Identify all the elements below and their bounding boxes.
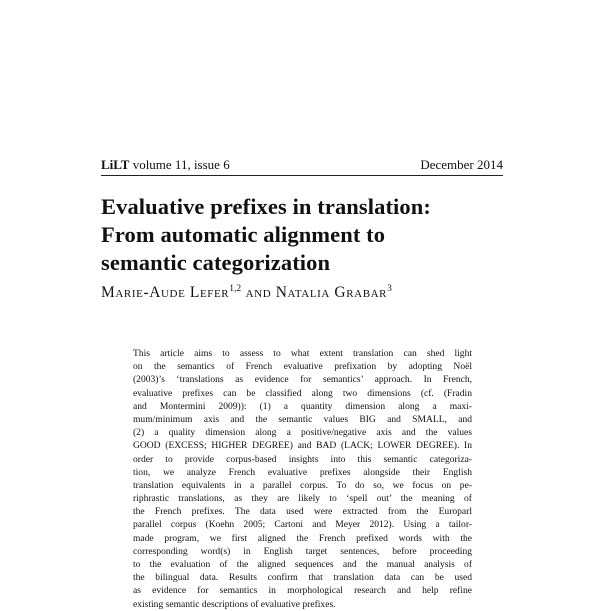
abstract-line: order to provide corpus-based insights into this semantic categoriza- xyxy=(133,453,472,465)
author-name: Marie-Aude Lefer xyxy=(101,284,230,301)
abstract-line: parallel corpus (Koehn 2005; Cartoni and Meyer 2012). Using a tailor- xyxy=(133,519,472,531)
author-affiliation: 3 xyxy=(387,284,392,294)
abstract-line: riphrastic translations, as they are likely to ‘spell out’ the meaning of xyxy=(133,493,472,505)
paper-title xyxy=(101,193,511,277)
abstract-line: This article aims to assess to what extent translation can shed light xyxy=(133,348,472,359)
abstract-line: evaluative prefixes can be classified along two dimensions (cf. (Fradin xyxy=(133,387,472,399)
author-list xyxy=(101,283,511,303)
journal-volume-issue xyxy=(101,157,230,173)
author-affiliation: 1,2 xyxy=(229,284,242,294)
abstract-line: mum/minimum axis and the semantic values BIG and SMALL, and xyxy=(133,413,472,425)
journal-name: LiLT xyxy=(101,157,130,172)
abstract-line: the French prefixes. The data used were extracted from the Europarl xyxy=(133,506,472,518)
abstract-line: GOOD (EXCESS; HIGHER DEGREE) and BAD (LACK; LOWER DEGREE). In xyxy=(133,440,472,452)
abstract-line: existing semantic descriptions of evaluative prefixes. xyxy=(133,598,336,610)
issue-date: December 2014 xyxy=(420,157,503,172)
author-name: Natalia Grabar xyxy=(275,284,388,301)
abstract-line: the bilingual data. Results confirm that translation data can be used xyxy=(133,572,472,584)
abstract-line: on the semantics of French evaluative prefixation by adopting Noël xyxy=(133,361,472,373)
abstract xyxy=(133,347,472,611)
title-line: semantic categorization xyxy=(101,250,331,275)
title-line: From automatic alignment to xyxy=(101,222,386,247)
abstract-line: corresponding word(s) in English target sentences, before proceeding xyxy=(133,545,472,557)
abstract-line: translation equivalents in a parallel corpus. To do so, we focus on pe- xyxy=(133,479,472,491)
abstract-line: made program, we first aligned the French prefixed words with the xyxy=(133,532,472,544)
author-conjunction: and xyxy=(241,284,276,301)
title-line: Evaluative prefixes in translation: xyxy=(101,194,431,219)
abstract-line: tion, we analyze French evaluative prefixes alongside their English xyxy=(133,466,472,478)
abstract-line: as evidence for semantics in morphological research and help refine xyxy=(133,585,472,597)
abstract-line: (2003)’s ‘translations as evidence for semantics’ approach. In French, xyxy=(133,374,472,386)
volume-issue: volume 11, issue 6 xyxy=(129,157,230,172)
abstract-line: (2) a quality dimension along a positive/negative axis and the values xyxy=(133,427,472,439)
running-header xyxy=(101,157,503,176)
abstract-line: and Montermini 2009)): (1) a quantity dimension along a maxi- xyxy=(133,400,472,412)
abstract-line: to the evaluation of the aligned sequences and the manual analysis of xyxy=(133,559,472,570)
